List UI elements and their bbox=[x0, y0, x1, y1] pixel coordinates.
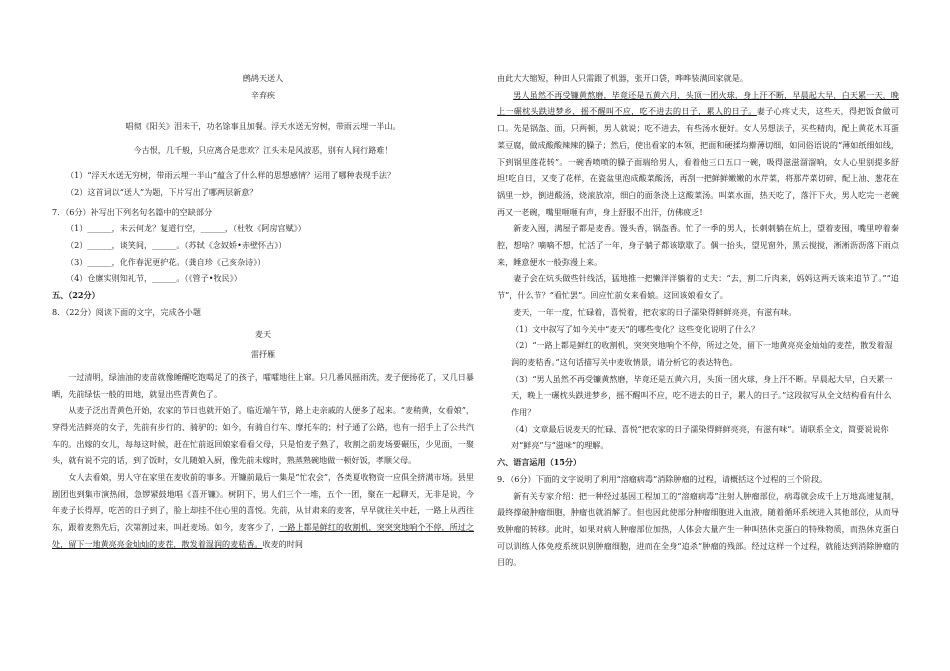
section-6-heading: 六、语言运用（15分） bbox=[497, 457, 582, 468]
q8-stem: 8．（22分）阅读下面的文字，完成各小题 bbox=[52, 306, 201, 317]
poem-question-1: （1）“浮天水送无穷树，带雨云埋一半山”蕴含了什么样的思想感情？运用了哪种表现手法？ bbox=[66, 170, 396, 181]
article-author: 雷抒雁 bbox=[250, 349, 276, 360]
article-paragraph-2: 从麦子泛出青黄色开始，农家的节日也就开始了。临近端午节，路上走亲戚的人便多了起来。“麦稍黄，女看娘”，穿得光洁鲜亮的女子，先前有步行的、骑驴的；如今，有骑自行车、摩托车的；村子通了公路，也有一招手上了公共汽车的。出嫁的女儿，每每这时候，赶在忙前返回娘家看看父母，只是怕麦子熟了，收割之前麦场要碾压，少见面，一聚头，就有说不完的话，到了饭时，女儿随娘入厨，像先前未嫁时，熟蒸熟碗地做一顿好饭，孝顺父母。 bbox=[52, 405, 474, 466]
q8-question-1: （1）文中叙写了如今关中“麦天”的哪些变化？这些变化说明了什么？ bbox=[511, 323, 760, 334]
article-paragraph-5: 新麦入囤，满屋子都是麦香。馒头香，锅盔香。忙了一季的男人，长刺刺躺在炕上，望着麦囤，嘴里哼着秦腔，想啥？嘀嘀不想，忙活了一年，身子躺子都该歇歇了。偶一抬头，望见窗外，黑云搅搅，淅淅沥沥落下雨点来，睡意便水一般弥漫上来。 bbox=[497, 223, 899, 267]
q7-item-3: （3）______，化作春泥更护花。（龚自珍《己亥杂诗》） bbox=[66, 256, 266, 267]
article-paragraph-6: 妻子会在炕头做些针线活，猛地推一把懒洋洋躺着的丈夫：“去，割二斤肉来，妈妈这两天该来追节了。”“追节”，什么节？“看忙罢”。回应忙前女来看娘。这回该娘看女了。 bbox=[497, 273, 899, 301]
left-column bbox=[52, 70, 474, 553]
article-paragraph-4 bbox=[497, 87, 899, 221]
article-paragraph-3 bbox=[52, 469, 474, 553]
q9-stem: 9．（6分）下面的文字说明了利用“溶瘤病毒”消除肿瘤的过程，请概括这个过程的三个阶段。 bbox=[497, 473, 828, 484]
poem-author: 辛弃疾 bbox=[250, 89, 276, 100]
paragraph-3-end: 收麦的时间 bbox=[262, 538, 303, 549]
poem-line-2: 今古恨，几千般，只应离合是悲欢？江头未是风波恶，别有人间行路难！ bbox=[133, 145, 393, 156]
poem-question-2: （2）这首词以“送人”为题，下片写出了哪两层新意？ bbox=[66, 186, 258, 197]
right-column bbox=[497, 70, 899, 571]
q8-question-4: （4）文章最后说麦天的忙碌、喜悦“把农家的日子濡染得鲜鲜亮亮，有滋有味”。请联系全文，简要说说你对“鲜亮”与“滋味”的理解。 bbox=[511, 423, 889, 451]
article-continuation: 由此大大缩短，种田人只需跟了机器，张开口袋，哗哗装满回家就是。 bbox=[497, 73, 748, 83]
q8-question-3: （3）“男人虽然不再受镰黄熬磨，毕竟还是五黄六月，头顶一团火球，身上汗不断。早晨起大早，白天累一天，晚上一碾枕头跌进梦乡，摇不醒叫不应，吃不进去的日子，累人的日子。”这段叙写从全文结构看有什么作用？ bbox=[511, 373, 893, 418]
q7-item-1: （1）______，未云何龙？复道行空，______，（杜牧《阿房宫赋》） bbox=[66, 223, 306, 234]
article-paragraph-7: 麦天，一年一度，忙碌着，喜悦着，把农家的日子濡染得鲜鲜亮亮，有滋有味。 bbox=[513, 306, 797, 317]
paragraph-4-rest: 妻子心疼丈夫，这些天，得把饭食做可口。先是锅盔、面，只两顿，男人就说；吃不进去，有些汤水便好。女人另想法子，买些精肉，配上黄花木耳蛋菜豆腐，做成酸酸辣辣的臊子；然后，使出看家的本领，把面和硬揉均擀薄切细，如同俗语说的“薄如纸细如线，下到锅里莲花转”。一碗香喷喷的臊子面端给男人，看着他三口五口一碗，吸得滋滋溜溜响，女人心里别提多舒坦!吃自日，又变了花样，在瓷盆里泡成酸菜酸汤，再刮一把鲜鲜嫩嫩的水芹菜，将那芹菜切碎，配上油、葱花在锅里一炒，倒进酸汤，烧滚放凉，细白的面条浇上这酸菜汤。叫菜水面，热天吃了，落汗下火，男人吃完一老碗再又一老碗，嘴里咂咂有声，身上舒服不出汗，仿佛疲乏! bbox=[497, 106, 899, 217]
poem-line-1: 唱彻《阳关》泪未干，功名馀事且加餐。浮天水送无穷树，带雨云埋一半山。 bbox=[125, 120, 401, 131]
article-title: 麦天 bbox=[254, 329, 272, 340]
q9-passage: 新有关专家介绍：把一种经过基因工程加工的“溶瘤病毒”注射人肿瘤部位，病毒就会成千上万地高速复制，最终撑破肿瘤细胞，肿瘤也就消解了。但也因此使部分肿瘤细胞进入血液，随着循环系统进入其他部位，从而导致肿瘤的转移。此时，如果对病人肿瘤部位加热，人体会大量产生一种叫热休克蛋白的特殊物质，而热休克蛋白可以训练人体免疫系统识别肿瘤细胞，进而在全身“追杀”肿瘤的残部。经过这样一个过程，就能达到消除肿瘤的目的。 bbox=[497, 490, 899, 568]
underlined-sentence: 一路上都是鲜红的收割机，突突突地响个不停，所过之处，留下一地黄亮亮金灿灿的麦茬，散发着湿润的麦秸香。 bbox=[52, 522, 474, 549]
q7-stem: 7．（6分）补写出下列名句名篇中的空缺部分 bbox=[52, 206, 213, 217]
paragraph-3-start: 女人去看娘，男人守在家里在麦收前的事多。开镰前最后一集是“忙农会”，各类夏收物资一应俱全挤满市场。县里剧团也到集市演热闹，急锣紧鼓地唱《喜开镰》。树阴下，男人们三个一堆，五个一团，聚在一起聊天，无非是说，今年麦子长得厚，吃苦的日子到了，脸上却挂不住心里的喜悦。先前，从甘肃来的麦客，早早就往关中赶，一路上从西往东，跟着麦熟先后，次第割过来，叫赶麦场。如今，麦客少了， bbox=[52, 472, 474, 533]
q7-item-4: （4）仓廪实则知礼节，______。（《管子•牧民》） bbox=[66, 273, 242, 284]
poem-title: 鹧鸪天送人 bbox=[242, 73, 284, 83]
article-paragraph-1: 一过清明，绿油油的麦苗就像睡醒吃饱喝足了的孩子，嚯嚯地往上窜。只几番风摇雨洗，麦子便扬花了，又几日暴晒，先前绿怯一般的田地，就显出些青黄色了。 bbox=[52, 371, 474, 399]
q8-question-2: （2）“一路上都是鲜红的收割机，突突突地响个不停，所过之处，留下一地黄亮亮金灿灿的麦茬，散发着湿润的麦秸香。”这句话描写关中麦收情景，请分析它的表达特色。 bbox=[511, 340, 893, 367]
underlined-passage: 男人虽然不再受镰黄熬磨，毕竟还是五黄六月，头顶一团火球，身上汗不断，早晨起大早，白天累一天，晚上一碾枕头跌进梦乡，摇不醒叫不应，吃不进去的日子，累人的日子。 bbox=[497, 89, 899, 117]
q7-item-2: （2）______，谈笑间，______。（苏轼《念奴娇•赤壁怀古》） bbox=[66, 239, 287, 250]
section-5-heading: 五、（22分） bbox=[52, 290, 100, 301]
